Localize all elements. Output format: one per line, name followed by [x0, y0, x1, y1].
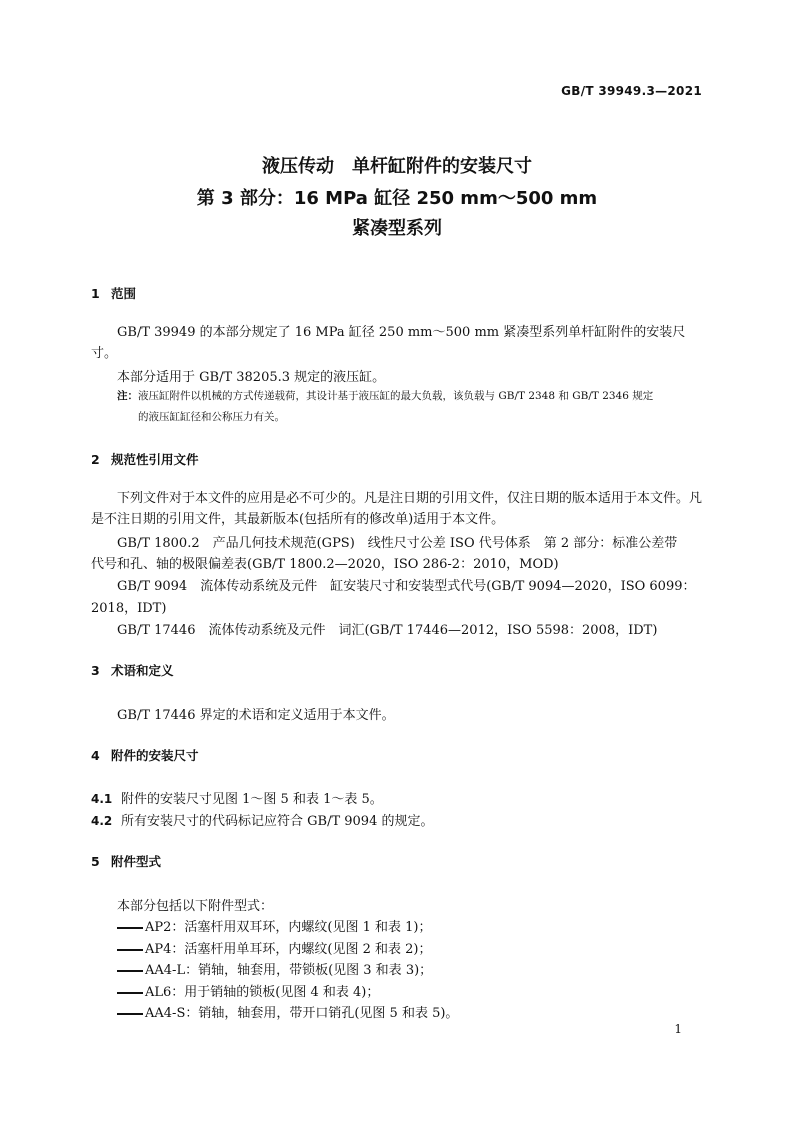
page-number: 1	[674, 1022, 682, 1036]
section-3-heading	[91, 661, 174, 679]
reference-3: GB/T 17446 流体传动系统及元件 词汇(GB/T 17446—2012，ISO 5598：2008，IDT)	[117, 623, 658, 638]
title-line-3: 紧凑型系列	[352, 218, 442, 239]
section-5-heading	[91, 852, 161, 870]
note-label: 注：	[117, 390, 138, 402]
scope-note	[117, 386, 707, 428]
reference-2-line-2: 2018，IDT)	[91, 601, 167, 616]
section-title: 规范性引用文件	[111, 452, 199, 467]
section-title: 附件型式	[111, 854, 162, 869]
section-title: 范围	[111, 286, 137, 301]
section-number: 4	[91, 748, 100, 763]
subclause-4-1	[91, 788, 383, 807]
list-item	[117, 938, 432, 957]
note-line-2: 的液压缸缸径和公称压力有关。	[138, 411, 285, 423]
section-2-heading	[91, 450, 199, 468]
terms-paragraph: GB/T 17446 界定的术语和定义适用于本文件。	[117, 708, 395, 723]
list-item	[117, 1002, 458, 1021]
subclause-text: 所有安装尺寸的代码标记应符合 GB/T 9094 的规定。	[121, 814, 434, 829]
list-item-text: AP2：活塞杆用双耳环，内螺纹(见图 1 和表 1)；	[145, 920, 432, 935]
section-title: 附件的安装尺寸	[111, 748, 199, 763]
types-intro: 本部分包括以下附件型式：	[117, 899, 274, 914]
scope-paragraph: GB/T 39949 的本部分规定了 16 MPa 缸径 250 mm～500 mm 紧凑型系列单杆缸附件的安装尺寸。	[91, 325, 686, 361]
section-number: 1	[91, 286, 100, 301]
list-item	[117, 959, 432, 978]
note-line-1: 液压缸附件以机械的方式传递载荷，其设计基于液压缸的最大负载，该负载与 GB/T 2348 和 GB/T 2346 规定	[138, 390, 654, 402]
scope-applicability: 本部分适用于 GB/T 38205.3 规定的液压缸。	[117, 370, 386, 385]
subclause-number: 4.2	[91, 814, 113, 828]
section-title: 术语和定义	[111, 663, 174, 678]
section-number: 3	[91, 663, 100, 678]
list-item-text: AA4-S：销轴，轴套用，带开口销孔(见图 5 和表 5)。	[145, 1006, 459, 1021]
subclause-text: 附件的安装尺寸见图 1～图 5 和表 1～表 5。	[121, 792, 383, 807]
dash-marker	[117, 970, 143, 972]
dash-marker	[117, 992, 143, 994]
subclause-number: 4.1	[91, 792, 113, 806]
dash-marker	[117, 927, 143, 929]
section-number: 5	[91, 854, 100, 869]
document-code: GB/T 39949.3—2021	[561, 84, 702, 98]
title-line-1: 液压传动 单杆缸附件的安装尺寸	[262, 156, 532, 177]
list-item-text: AP4：活塞杆用单耳环，内螺纹(见图 2 和表 2)；	[145, 942, 432, 957]
dash-marker	[117, 949, 143, 951]
normative-intro-paragraph: 下列文件对于本文件的应用是必不可少的。凡是注日期的引用文件，仅注日期的版本适用于本文件。凡是不注日期的引用文件，其最新版本(包括所有的修改单)适用于本文件。	[91, 491, 703, 527]
section-number: 2	[91, 452, 100, 467]
subclause-4-2	[91, 810, 433, 829]
list-item	[117, 916, 432, 935]
list-item-text: AA4-L：销轴，轴套用，带锁板(见图 3 和表 3)；	[145, 963, 433, 978]
section-1-heading	[91, 284, 136, 302]
list-item-text: AL6：用于销轴的锁板(见图 4 和表 4)；	[145, 985, 380, 1000]
reference-1-line-1: GB/T 1800.2 产品几何技术规范(GPS) 线性尺寸公差 ISO 代号体系 第 2 部分：标准公差带	[117, 536, 678, 551]
section-4-heading	[91, 746, 199, 764]
list-item	[117, 981, 379, 1000]
reference-2-line-1: GB/T 9094 流体传动系统及元件 缸安装尺寸和安装型式代号(GB/T 9094—2020，ISO 6099：	[117, 579, 696, 594]
dash-marker	[117, 1013, 143, 1015]
reference-1-line-2: 代号和孔、轴的极限偏差表(GB/T 1800.2—2020，ISO 286-2：2010，MOD)	[91, 557, 559, 572]
title-line-2: 第 3 部分：16 MPa 缸径 250 mm～500 mm	[196, 188, 598, 209]
